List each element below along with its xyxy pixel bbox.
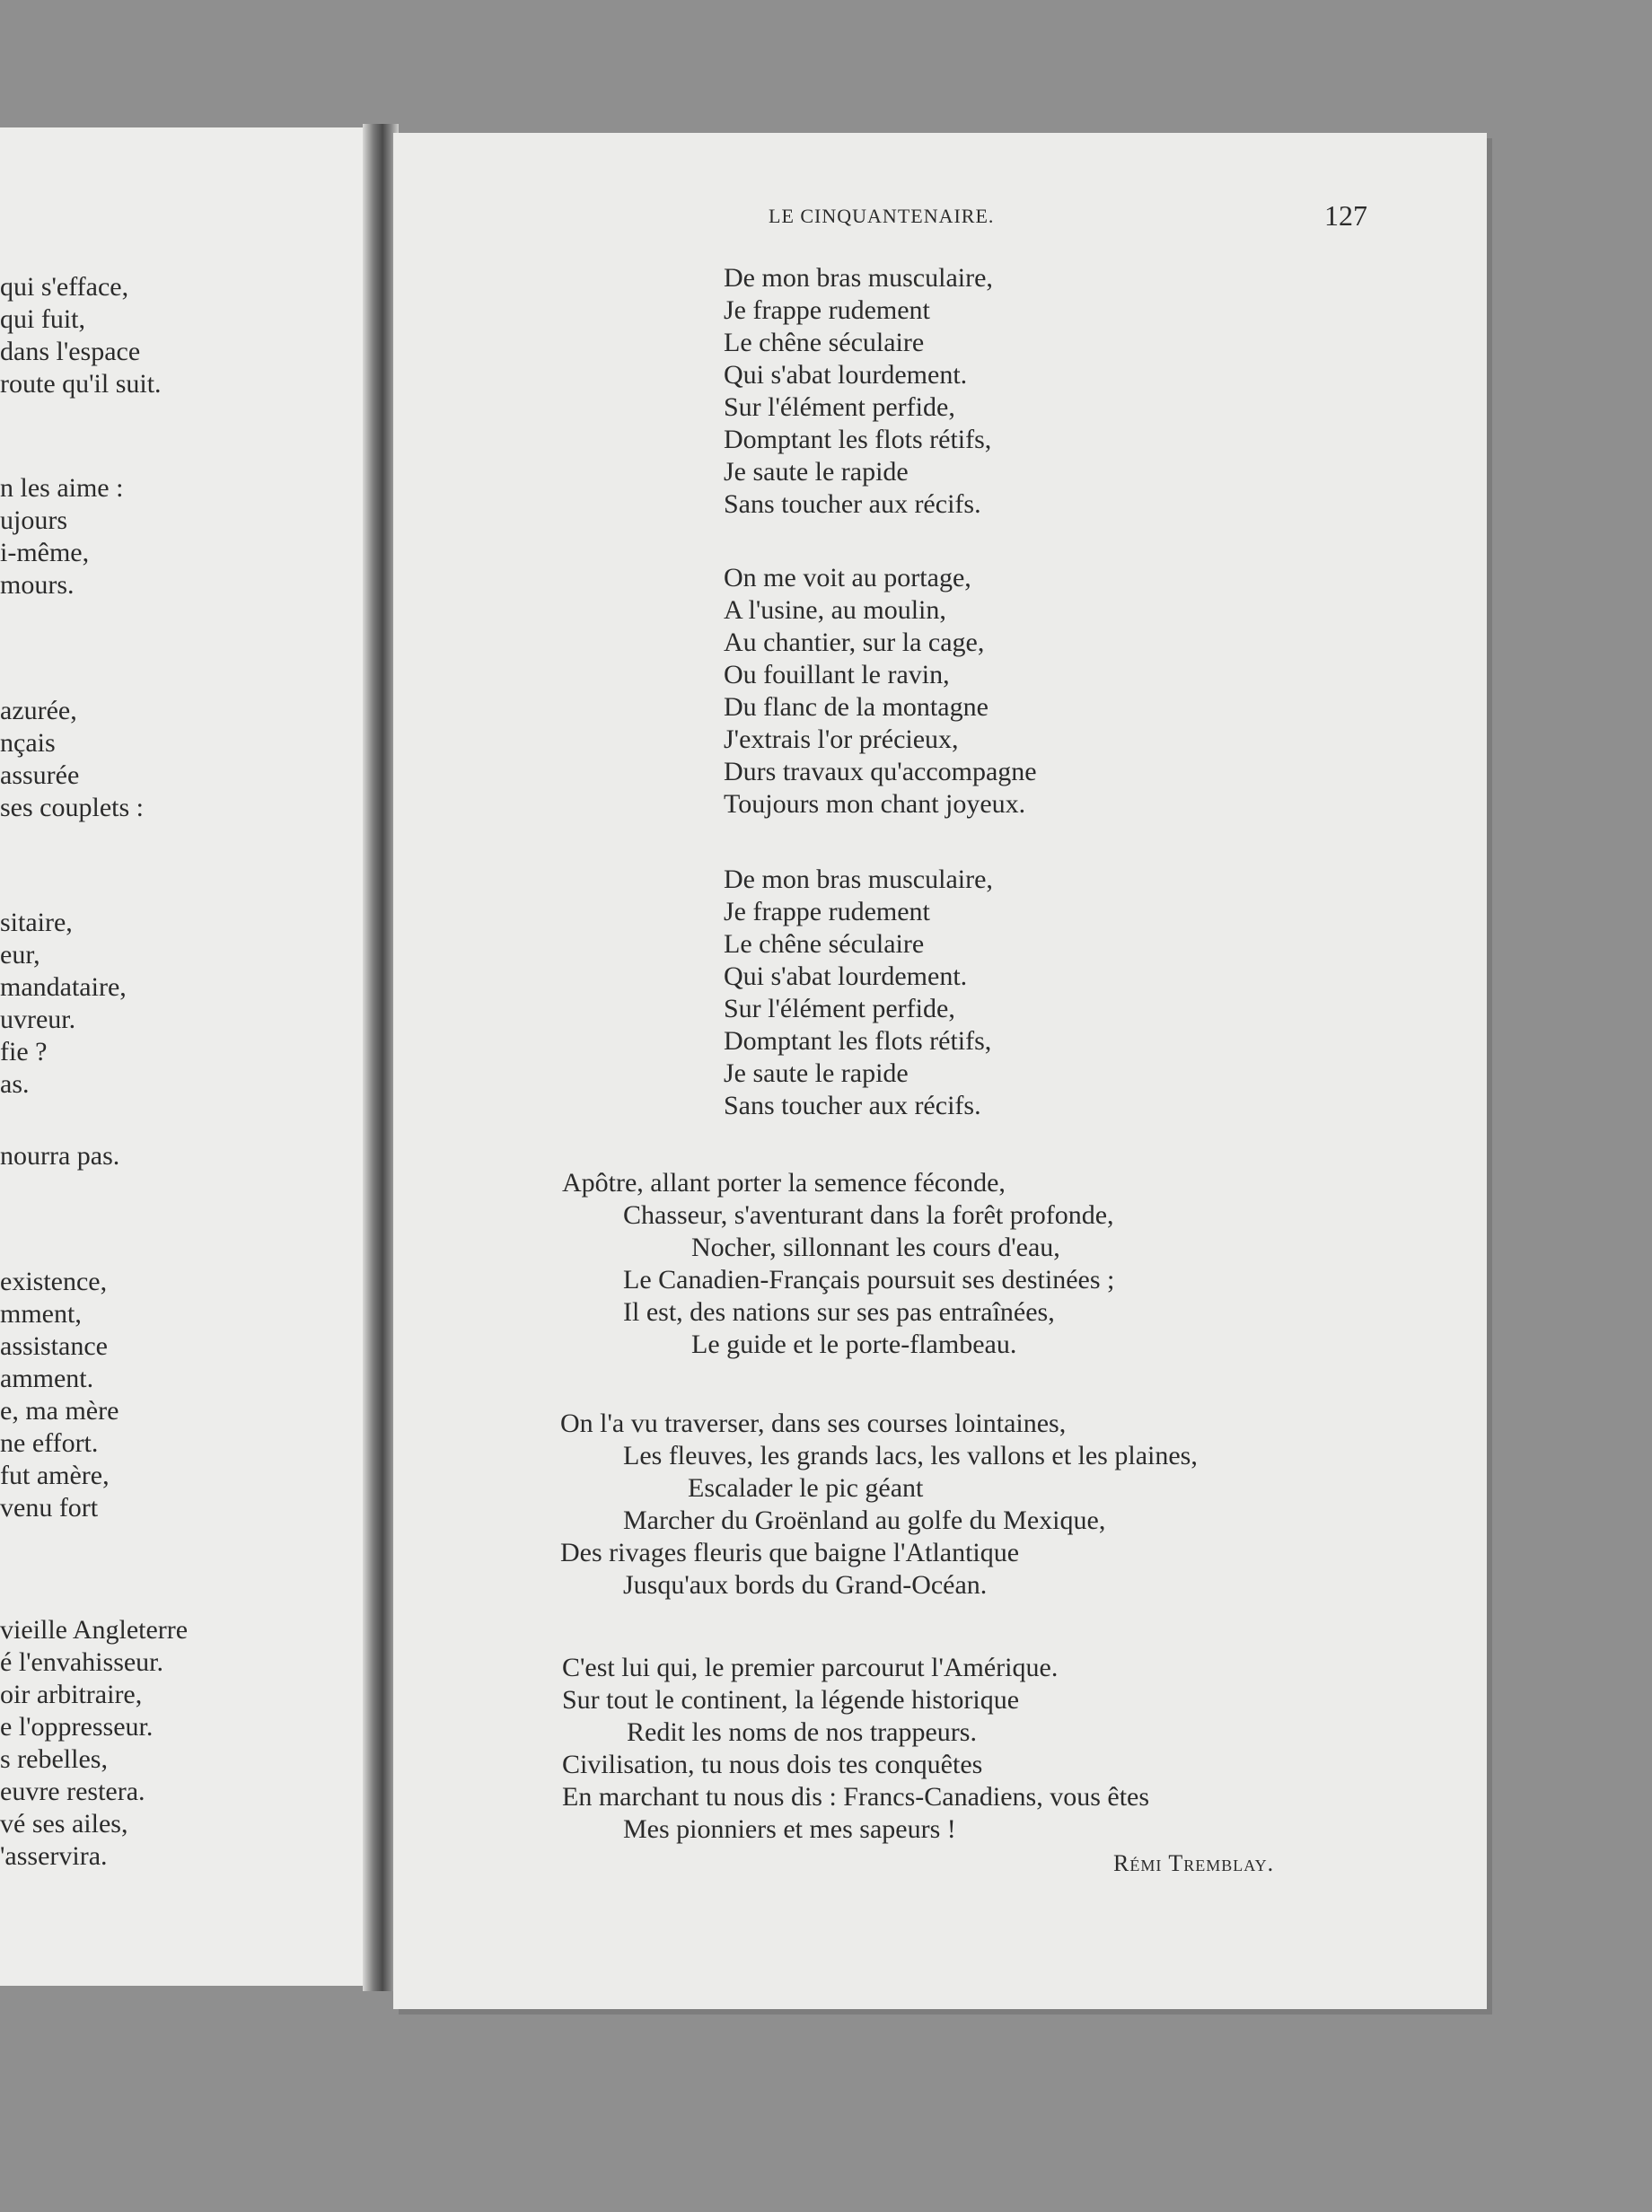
- left-line: fie ?: [0, 1037, 48, 1066]
- left-line: assistance: [0, 1331, 108, 1361]
- verse-line: Sans toucher aux récifs.: [724, 489, 981, 519]
- verse-line: J'extrais l'or précieux,: [724, 724, 959, 754]
- left-line: e l'oppresseur.: [0, 1712, 154, 1742]
- verse-line: Domptant les flots rétifs,: [724, 1026, 992, 1056]
- verse-line: Au chantier, sur la cage,: [724, 628, 985, 657]
- verse-line: En marchant tu nous dis : Francs-Canadiens, vous êtes: [562, 1782, 1150, 1812]
- left-line: fut amère,: [0, 1461, 110, 1490]
- left-line: mours.: [0, 570, 75, 600]
- verse-line: On l'a vu traverser, dans ses courses lointaines,: [560, 1409, 1067, 1438]
- verse-line: Apôtre, allant porter la semence féconde,: [562, 1168, 1006, 1198]
- verse-line: Durs travaux qu'accompagne: [724, 757, 1037, 786]
- left-line: vé ses ailes,: [0, 1809, 128, 1839]
- verse-line: Qui s'abat lourdement.: [724, 961, 968, 991]
- left-line: vieille Angleterre: [0, 1615, 189, 1645]
- verse-line: Chasseur, s'aventurant dans la forêt profonde,: [623, 1200, 1114, 1230]
- left-line: azurée,: [0, 696, 77, 725]
- left-line: e, ma mère: [0, 1396, 119, 1426]
- verse-line: Toujours mon chant joyeux.: [724, 789, 1026, 819]
- left-line: ne effort.: [0, 1428, 99, 1458]
- verse-line: Le chêne séculaire: [724, 328, 925, 357]
- verse-line: Redit les noms de nos trappeurs.: [627, 1717, 977, 1747]
- left-line: dans l'espace: [0, 337, 141, 366]
- verse-line: On me voit au portage,: [724, 563, 971, 592]
- verse-line: Je saute le rapide: [724, 457, 909, 487]
- left-line: mment,: [0, 1299, 82, 1329]
- left-line: i-même,: [0, 538, 90, 567]
- left-line: amment.: [0, 1364, 94, 1393]
- left-line: assurée: [0, 760, 80, 790]
- verse-line: Sur l'élément perfide,: [724, 392, 955, 422]
- verse-line: Je frappe rudement: [724, 897, 930, 926]
- verse-line: Sur tout le continent, la légende historique: [562, 1685, 1020, 1715]
- verse-line: Domptant les flots rétifs,: [724, 425, 992, 454]
- verse-line: Le chêne séculaire: [724, 929, 925, 959]
- verse-line: Il est, des nations sur ses pas entraînées,: [623, 1297, 1055, 1327]
- page-number: 127: [1324, 199, 1367, 232]
- verse-line: De mon bras musculaire,: [724, 865, 993, 894]
- right-page: [393, 133, 1487, 2009]
- verse-line: Sans toucher aux récifs.: [724, 1091, 981, 1120]
- left-line: é l'envahisseur.: [0, 1647, 164, 1677]
- verse-line: Ou fouillant le ravin,: [724, 660, 950, 689]
- left-line: s rebelles,: [0, 1744, 108, 1774]
- left-line: eur,: [0, 940, 40, 970]
- verse-line: Les fleuves, les grands lacs, les vallons et les plaines,: [623, 1441, 1198, 1470]
- left-line: nçais: [0, 728, 56, 758]
- left-line: route qu'il suit.: [0, 369, 162, 399]
- left-line: n les aime :: [0, 473, 124, 503]
- verse-line: Je frappe rudement: [724, 295, 930, 325]
- verse-line: Civilisation, tu nous dois tes conquêtes: [562, 1750, 983, 1779]
- left-line: nourra pas.: [0, 1141, 120, 1171]
- left-line: euvre restera.: [0, 1777, 145, 1806]
- left-line: mandataire,: [0, 972, 127, 1002]
- running-header: LE CINQUANTENAIRE.: [769, 205, 995, 227]
- verse-line: Je saute le rapide: [724, 1058, 909, 1088]
- verse-line: Qui s'abat lourdement.: [724, 360, 968, 390]
- verse-line: Sur l'élément perfide,: [724, 994, 955, 1023]
- verse-line: Des rivages fleuris que baigne l'Atlantique: [560, 1538, 1020, 1567]
- left-line: existence,: [0, 1267, 108, 1296]
- verse-line: C'est lui qui, le premier parcourut l'Amérique.: [562, 1653, 1059, 1682]
- verse-line: A l'usine, au moulin,: [724, 595, 946, 625]
- verse-line: Le Canadien-Français poursuit ses destinées ;: [623, 1265, 1115, 1295]
- left-page: [0, 127, 370, 1986]
- verse-line: De mon bras musculaire,: [724, 263, 993, 293]
- left-line: oir arbitraire,: [0, 1680, 143, 1709]
- left-line: qui fuit,: [0, 304, 85, 334]
- left-line: ses couplets :: [0, 793, 144, 822]
- verse-line: Mes pionniers et mes sapeurs !: [623, 1814, 956, 1844]
- verse-line: Du flanc de la montagne: [724, 692, 989, 722]
- left-line: ujours: [0, 505, 67, 535]
- left-line: as.: [0, 1069, 30, 1099]
- left-line: sitaire,: [0, 908, 73, 937]
- left-line: uvreur.: [0, 1005, 76, 1034]
- verse-line: Jusqu'aux bords du Grand-Océan.: [623, 1570, 988, 1600]
- left-line: qui s'efface,: [0, 272, 129, 302]
- verse-line: Escalader le pic géant: [688, 1473, 924, 1503]
- verse-line: Le guide et le porte-flambeau.: [691, 1330, 1017, 1359]
- author-signature: Rémi Tremblay.: [1113, 1850, 1275, 1876]
- verse-line: Marcher du Groënland au golfe du Mexique,: [623, 1505, 1106, 1535]
- left-line: 'asservira.: [0, 1841, 108, 1871]
- verse-line: Nocher, sillonnant les cours d'eau,: [691, 1233, 1060, 1262]
- left-line: venu fort: [0, 1493, 99, 1523]
